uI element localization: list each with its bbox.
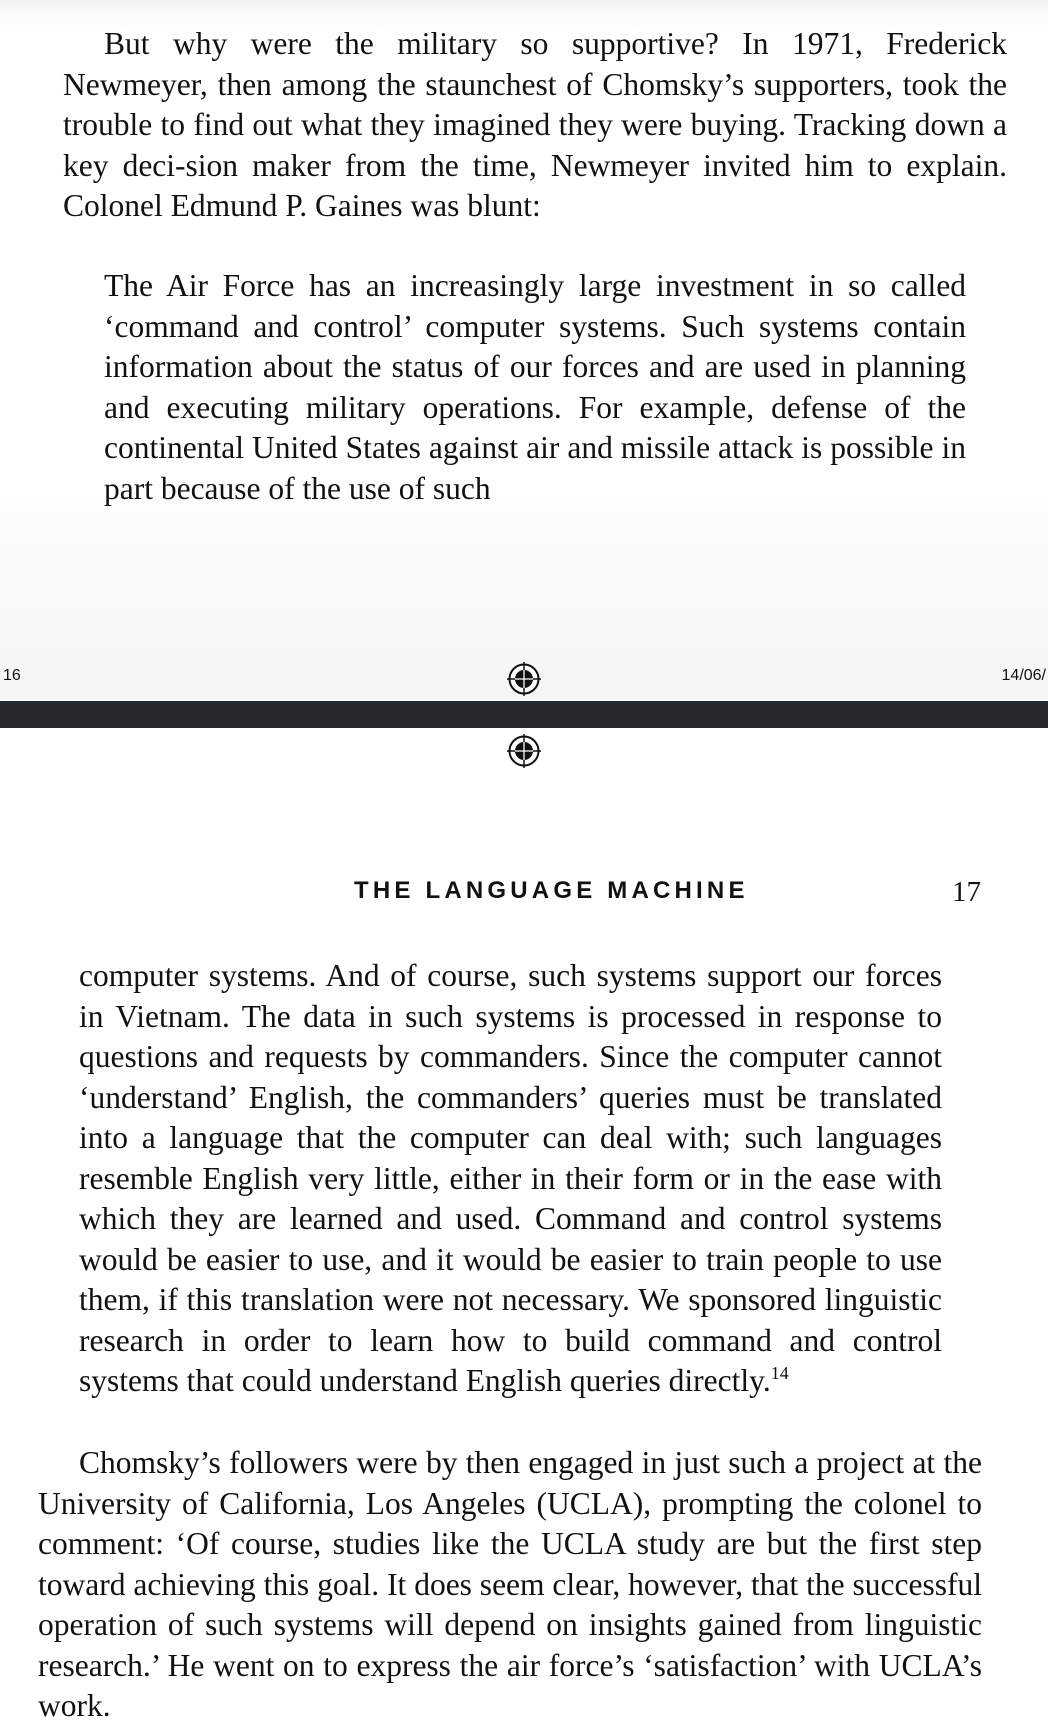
block-quote-text: computer systems. And of course, such systems support our forces in Vietnam. The data in such systems is processed in response to questions and requests by commanders. Since the computer cannot ‘understand’ English, the commanders’ queries must be translated into a language that the computer can deal with; such languages resemble English very little, either in their form or in the ease with which they are learned and used. Command and control systems would be easier to use, and it would be easier to train people to use them, if this translation were not necessary. We sponsored linguistic research in order to learn how to build command and control systems that could understand English queries directly.	[79, 958, 942, 1398]
page-divider-band	[0, 701, 1048, 728]
block-quote-part-1: The Air Force has an increasingly large investment in so called ‘command and control’ computer systems. Such systems contain information about the status of our forces and are used in planning and executing military operations. For example, defense of the continental United States against air and missile attack is possible in part because of the use of such	[104, 268, 966, 506]
crosshair-registration-icon	[506, 661, 542, 697]
block-quote-part-2	[79, 956, 942, 1402]
footnote-reference[interactable]: 14	[770, 1363, 789, 1383]
print-slug-left: 16	[3, 667, 21, 684]
page-number: 17	[952, 876, 981, 908]
body-paragraph-2: Chomsky’s followers were by then engaged in just such a project at the University of California, Los Angeles (UCLA), prompting the colonel to comment: ‘Of course, studies like the UCLA study are but the first step toward achieving this goal. It does seem clear, however, that the successful operation of such systems will depend on insights gained from linguistic research.’ He went on to express the air force’s ‘satisfaction’ with UCLA’s work.	[38, 1445, 982, 1723]
running-head: THE LANGUAGE MACHINE	[354, 877, 749, 904]
body-paragraph-1: But why were the military so supportive? In 1971, Frederick Newmeyer, then among the staunchest of Chomsky’s supporters, took the trouble to find out what they imagined they were buying. Tracking down a key deci-sion maker from the time, Newmeyer invited him to explain. Colonel Edmund P. Gaines was blunt:	[63, 26, 1007, 223]
crosshair-registration-icon	[506, 733, 542, 769]
print-slug-right: 14/06/	[1001, 667, 1046, 684]
